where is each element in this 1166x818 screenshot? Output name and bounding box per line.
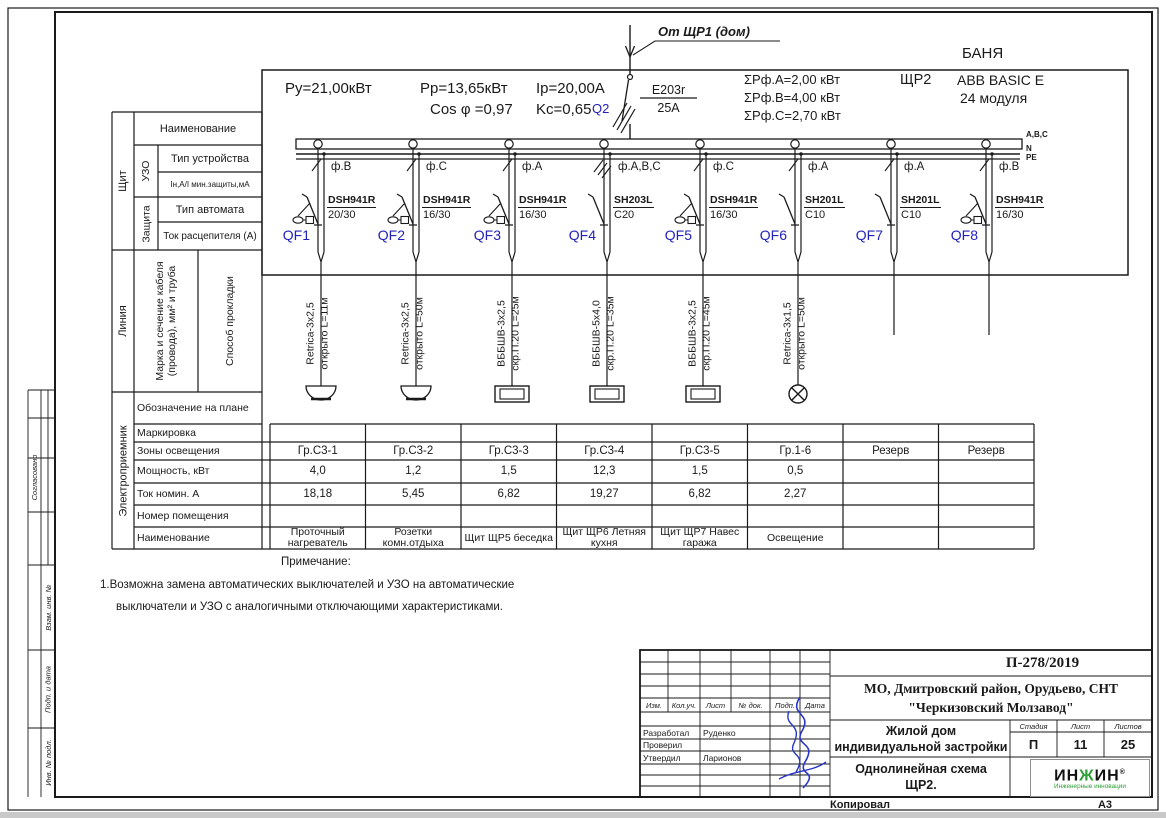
zone-cell-6: Гр.1-6 xyxy=(779,444,812,457)
main-switch-type: E203r xyxy=(651,83,686,97)
cable-mark-label: Марка и сечение кабеля (провода), мм² и труба xyxy=(154,261,178,381)
tb-sheet-title: Однолинейная схема ЩР2. xyxy=(855,762,987,792)
trip-current-header: Ток расцепителя (А) xyxy=(163,230,257,242)
shield-name-header: Наименование xyxy=(159,122,237,135)
device-label-qf7: SH201L C10 xyxy=(901,194,940,221)
power-header: Мощность, кВт xyxy=(137,465,210,477)
current-cell-4: 19,27 xyxy=(589,487,619,500)
logo-subtitle: Инженерные инновации xyxy=(1054,783,1126,791)
group-shield-label: Щит xyxy=(117,170,129,192)
phase-label-qf6: ф.A xyxy=(808,161,829,173)
name-cell-4: Щит ЩР6 Летняя кухня xyxy=(562,526,646,549)
marking-header: Маркировка xyxy=(137,426,196,439)
company-logo xyxy=(1030,759,1150,797)
phase-label-qf4: ф.A,B,C xyxy=(618,161,661,173)
main-switch-rating: 25A xyxy=(657,101,680,115)
cable-label-qf2: Retrica-3x2,5 открыто L=50м xyxy=(399,296,425,370)
zone-cell-7: Резерв xyxy=(872,444,910,457)
tb-sheets-value: 25 xyxy=(1120,737,1136,752)
zone-cell-2: Гр.С3-2 xyxy=(393,444,434,457)
copied-label: Копировал xyxy=(829,799,890,811)
qf6-label: QF6 xyxy=(759,227,787,243)
bus-phases-label: A,B,C xyxy=(1026,130,1048,139)
tb-approved-label: Утвердил xyxy=(643,752,681,763)
zone-cell-8: Резерв xyxy=(967,444,1005,457)
note-line-2: выключатели и УЗО с аналогичными отключающими характеристиками. xyxy=(116,601,503,613)
bus-pe-label: PE xyxy=(1026,153,1037,162)
name-cell-2: Розетки комн.отдыха xyxy=(382,526,444,549)
zone-cell-1: Гр.С3-1 xyxy=(297,444,338,457)
main-switch-label: Q2 xyxy=(592,101,610,116)
tb-col-kol: Кол.уч. xyxy=(671,700,697,710)
power-cell-2: 1,2 xyxy=(405,465,422,477)
tb-developed-name: Руденко xyxy=(703,727,736,738)
margin-vzam-label: Взам. инв. № xyxy=(43,584,53,631)
cable-label-qf4: ВББШВ-5х4,0 скр.П.20 L=35м xyxy=(590,295,616,371)
phase-a-sum: ΣPф.A=2,00 кВт xyxy=(744,72,841,87)
tb-approved-name: Ларионов xyxy=(703,752,742,763)
demand-factor: Kc=0,65 xyxy=(536,101,592,118)
tb-col-podp: Подп. xyxy=(775,700,795,710)
current-cell-6: 2,27 xyxy=(784,487,807,500)
note-line-1: 1.Возможна замена автоматических выключателей и УЗО на автоматические xyxy=(100,579,515,591)
qf1-label: QF1 xyxy=(282,227,310,243)
margin-agreed-label: Согласовано xyxy=(30,454,39,501)
phase-label-qf3: ф.A xyxy=(522,161,543,173)
device-label-qf1: DSH941R 20/30 xyxy=(328,194,376,221)
zone-cell-3: Гр.С3-3 xyxy=(488,444,529,457)
name-cell-5: Щит ЩР7 Навес гаража xyxy=(660,526,740,549)
tb-sheet-label: Лист xyxy=(1070,721,1091,731)
device-label-qf3: DSH941R 16/30 xyxy=(519,194,567,221)
power-cell-1: 4,0 xyxy=(309,465,326,477)
cable-label-qf6: Retrica-3х1,5 открыто L=50м xyxy=(781,296,807,370)
device-label-qf4: SH203L C20 xyxy=(614,194,653,221)
qf3-label: QF3 xyxy=(473,227,501,243)
room-label: БАНЯ xyxy=(962,45,1004,62)
phase-label-qf2: ф.C xyxy=(426,161,447,173)
breaker-type-header: Тип автомата xyxy=(175,203,245,216)
panel-modules: 24 модуля xyxy=(960,90,1028,106)
current-cell-5: 6,82 xyxy=(688,487,711,500)
phase-label-qf1: ф.B xyxy=(331,161,352,173)
device-label-qf6: SH201L C10 xyxy=(805,194,844,221)
phase-b-sum: ΣPф.B=4,00 кВт xyxy=(744,90,841,105)
panel-name: ЩР2 xyxy=(900,72,932,88)
note-title: Примечание: xyxy=(281,556,351,568)
group-protection-label: Защита xyxy=(140,204,152,243)
uzo-current-header: Iн,А/I мин.защиты,мА xyxy=(170,180,250,189)
tb-stage-value: П xyxy=(1028,737,1039,752)
device-label-qf5: DSH941R 16/30 xyxy=(710,194,758,221)
tb-sheet-value: 11 xyxy=(1073,737,1088,752)
zone-cell-5: Гр.С3-5 xyxy=(679,444,720,457)
group-uzo-label: УЗО xyxy=(140,160,152,182)
device-type-header: Тип устройства xyxy=(170,152,250,165)
name-cell-3: Щит ЩР5 беседка xyxy=(464,531,553,544)
phase-c-sum: ΣPф.C=2,70 кВт xyxy=(744,108,841,123)
margin-inv-podl-label: Инв. № подл. xyxy=(43,739,53,786)
cos-phi: Cos φ =0,97 xyxy=(430,101,513,118)
bus-neutral-label: N xyxy=(1026,144,1032,153)
installed-power: Py=21,00кВт xyxy=(285,80,372,97)
consumer-name-header: Наименование xyxy=(137,531,210,544)
margin-podp-data-label: Подп. и дата xyxy=(43,665,53,713)
qf4-label: QF4 xyxy=(568,227,596,243)
panel-type: ABB BASIC E xyxy=(957,72,1045,88)
current-cell-2: 5,45 xyxy=(402,487,425,500)
phase-label-qf8: ф.B xyxy=(999,161,1020,173)
name-cell-6: Освещение xyxy=(766,531,824,544)
tb-object-name: Жилой дом индивидуальной застройки xyxy=(834,723,1008,754)
device-label-qf8: DSH941R 16/30 xyxy=(996,194,1044,221)
phase-label-qf5: ф.C xyxy=(713,161,734,173)
cable-label-qf3: ВББШВ-3х2,5 скр.П.20 L=25м xyxy=(495,295,521,371)
logo-wordmark: ИНЖИН® xyxy=(1054,767,1126,785)
power-cell-3: 1,5 xyxy=(500,465,517,477)
tb-doc-number: П-278/2019 xyxy=(1005,654,1080,671)
design-current: Ip=20,00A xyxy=(536,80,605,97)
laying-method-label: Способ прокладки xyxy=(224,276,236,366)
qf8-label: QF8 xyxy=(950,227,978,243)
tb-sheets-label: Листов xyxy=(1114,721,1142,731)
power-cell-4: 12,3 xyxy=(593,465,616,477)
tb-col-data: Дата xyxy=(805,700,825,710)
current-cell-1: 18,18 xyxy=(303,487,333,500)
phase-label-qf7: ф.A xyxy=(904,161,925,173)
device-label-qf2: DSH941R 16/30 xyxy=(423,194,471,221)
tb-col-izm: Изм. xyxy=(646,700,662,710)
qf2-label: QF2 xyxy=(377,227,405,243)
format-label: А3 xyxy=(1097,799,1113,811)
power-cell-6: 0,5 xyxy=(787,465,804,477)
feeder-source-label: От ЩР1 (дом) xyxy=(658,24,750,39)
tb-developed-label: Разработал xyxy=(643,727,690,738)
name-cell-1: Проточный нагреватель xyxy=(287,526,348,549)
current-cell-3: 6,82 xyxy=(497,487,520,500)
zones-header: Зоны освещения xyxy=(137,444,220,457)
tb-stage-label: Стадия xyxy=(1019,721,1048,731)
room-number-header: Номер помещения xyxy=(137,509,229,522)
cable-label-qf1: Retrica-3x2,5 открыто L=11м xyxy=(304,297,330,369)
tb-location: МО, Дмитровский район, Орудьево, СНТ "Черкизовский Молзавод" xyxy=(863,681,1119,715)
power-cell-5: 1,5 xyxy=(691,465,708,477)
plan-symbol-header: Обозначение на плане xyxy=(137,401,249,414)
qf5-label: QF5 xyxy=(664,227,692,243)
cable-label-qf5: ВББШВ-3х2,5 скр.П.20 L=45м xyxy=(686,295,712,371)
qf7-label: QF7 xyxy=(855,227,883,243)
group-line-label: Линия xyxy=(117,305,129,337)
tb-col-list: Лист xyxy=(705,700,726,710)
tb-col-doc: № док. xyxy=(738,700,763,710)
tb-checked-label: Проверил xyxy=(643,740,683,750)
zone-cell-4: Гр.С3-4 xyxy=(584,444,625,457)
design-power: Pp=13,65кВт xyxy=(420,80,508,97)
group-consumer-label: Электроприемник xyxy=(117,424,129,517)
current-header: Ток номин. А xyxy=(137,487,200,500)
